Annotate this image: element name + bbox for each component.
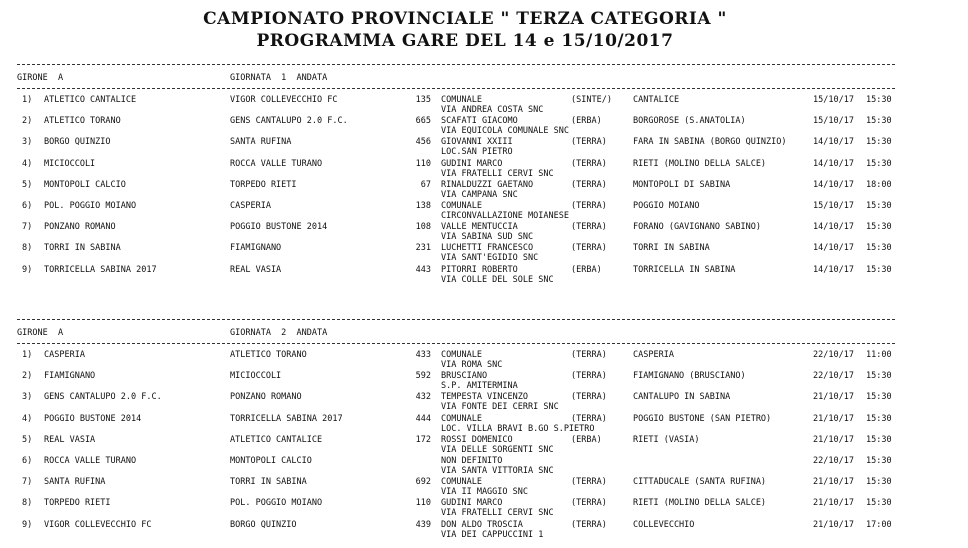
field-surface: (TERRA) [571, 350, 607, 360]
match-number: 9) [22, 519, 33, 530]
field-code: 692 [415, 477, 431, 488]
location: CASPERIA [633, 350, 674, 360]
home-team: TORPEDO RIETI [44, 498, 111, 509]
match-number: 9) [22, 264, 33, 275]
match-date: 22/10/17 [813, 371, 854, 382]
field-address: VIA COLLE DEL SOLE SNC [441, 274, 554, 285]
field-name: GUDINI MARCO [441, 498, 503, 509]
match-date: 14/10/17 [813, 158, 854, 169]
field-name: VALLE MENTUCCIA [441, 222, 518, 233]
match-time: 15:30 [866, 201, 892, 211]
field-name: LUCHETTI FRANCESCO [441, 243, 534, 254]
match-date: 14/10/17 [813, 243, 854, 254]
match-number: 4) [22, 158, 33, 169]
field-code: 592 [415, 371, 431, 382]
field-code: 110 [415, 158, 431, 169]
location: RIETI (VASIA) [633, 434, 700, 445]
match-time: 15:30 [866, 477, 892, 488]
match-date: 14/10/17 [813, 179, 854, 190]
field-surface: (ERBA) [571, 434, 602, 445]
away-team: BORGO QUINZIO [230, 519, 297, 530]
match-number: 2) [22, 371, 33, 382]
field-code: 67 [420, 179, 431, 190]
field-address: VIA EQUICOLA COMUNALE SNC [441, 126, 569, 137]
home-team: GENS CANTALUPO 2.0 F.C. [44, 392, 162, 403]
section-rule-top [17, 319, 895, 320]
away-team: POGGIO BUSTONE 2014 [230, 222, 328, 233]
field-code: 432 [415, 392, 431, 403]
home-team: ATLETICO CANTALICE [44, 95, 137, 105]
match-number: 5) [22, 179, 33, 190]
match-time: 15:30 [866, 413, 892, 424]
home-team: POGGIO BUSTONE 2014 [44, 413, 142, 424]
home-team: PONZANO ROMANO [44, 222, 116, 233]
match-time: 18:00 [866, 179, 892, 190]
field-surface: (ERBA) [571, 116, 602, 127]
field-name: NON DEFINITO [441, 456, 503, 466]
home-team: ROCCA VALLE TURANO [44, 456, 137, 466]
field-name: ROSSI DOMENICO [441, 434, 513, 445]
field-address: VIA SANT'EGIDIO SNC [441, 253, 539, 264]
home-team: CASPERIA [44, 350, 85, 360]
field-code: 110 [415, 498, 431, 509]
field-surface: (TERRA) [571, 392, 607, 403]
field-code: 433 [415, 350, 431, 360]
field-surface: (TERRA) [571, 477, 607, 488]
away-team: TORPEDO RIETI [230, 179, 297, 190]
location: TORRI IN SABINA [633, 243, 710, 254]
match-number: 5) [22, 434, 33, 445]
field-address: LOC.SAN PIETRO [441, 147, 513, 158]
location: POGGIO BUSTONE (SAN PIETRO) [633, 413, 772, 424]
field-name: COMUNALE [441, 477, 482, 488]
match-date: 21/10/17 [813, 477, 854, 488]
home-team: FIAMIGNANO [44, 371, 96, 382]
home-team: POL. POGGIO MOIANO [44, 201, 137, 211]
away-team: MONTOPOLI CALCIO [230, 456, 312, 466]
field-name: TEMPESTA VINCENZO [441, 392, 528, 403]
field-address: LOC. VILLA BRAVI B.GO S.PIETRO [441, 423, 595, 434]
field-surface: (ERBA) [571, 264, 602, 275]
field-code: 108 [415, 222, 431, 233]
section-rule-bottom [17, 88, 895, 89]
match-time: 15:30 [866, 243, 892, 254]
field-address: VIA FRATELLI CERVI SNC [441, 168, 554, 179]
match-number: 6) [22, 456, 33, 466]
field-name: RINALDUZZI GAETANO [441, 179, 534, 190]
match-time: 15:30 [866, 264, 892, 275]
home-team: MICIOCCOLI [44, 158, 96, 169]
section-rule-top [17, 64, 895, 65]
match-time: 17:00 [866, 519, 892, 530]
field-surface: (TERRA) [571, 519, 607, 530]
match-time: 15:30 [866, 95, 892, 105]
match-time: 15:30 [866, 498, 892, 509]
match-number: 8) [22, 498, 33, 509]
location: RIETI (MOLINO DELLA SALCE) [633, 498, 767, 509]
match-number: 3) [22, 137, 33, 148]
home-team: ATLETICO TORANO [44, 116, 121, 127]
field-surface: (TERRA) [571, 371, 607, 382]
field-name: COMUNALE [441, 201, 482, 211]
field-name: SCAFATI GIACOMO [441, 116, 518, 127]
match-time: 15:30 [866, 392, 892, 403]
field-code: 135 [415, 95, 431, 105]
home-team: SANTA RUFINA [44, 477, 106, 488]
away-team: MICIOCCOLI [230, 371, 282, 382]
match-number: 1) [22, 95, 33, 105]
field-name: COMUNALE [441, 350, 482, 360]
match-date: 21/10/17 [813, 498, 854, 509]
match-number: 8) [22, 243, 33, 254]
match-date: 14/10/17 [813, 222, 854, 233]
match-number: 7) [22, 477, 33, 488]
field-surface: (TERRA) [571, 179, 607, 190]
document-title: CAMPIONATO PROVINCIALE " TERZA CATEGORIA " [203, 9, 727, 29]
field-address: VIA ANDREA COSTA SNC [441, 105, 544, 115]
away-team: SANTA RUFINA [230, 137, 292, 148]
field-address: VIA ROMA SNC [441, 360, 503, 370]
match-number: 3) [22, 392, 33, 403]
field-name: PITORRI ROBERTO [441, 264, 518, 275]
match-number: 2) [22, 116, 33, 127]
match-date: 21/10/17 [813, 519, 854, 530]
section-rule-bottom [17, 343, 895, 344]
home-team: BORGO QUINZIO [44, 137, 111, 148]
field-code: 231 [415, 243, 431, 254]
location: FARA IN SABINA (BORGO QUINZIO) [633, 137, 787, 148]
field-address: VIA DEI CAPPUCCINI 1 [441, 529, 544, 540]
away-team: POL. POGGIO MOIANO [230, 498, 323, 509]
field-code: 444 [415, 413, 431, 424]
giornata-label: GIORNATA 2 ANDATA [230, 328, 328, 338]
away-team: ROCCA VALLE TURANO [230, 158, 323, 169]
location: POGGIO MOIANO [633, 201, 700, 211]
home-team: TORRI IN SABINA [44, 243, 121, 254]
field-surface: (TERRA) [571, 498, 607, 509]
document-subtitle: PROGRAMMA GARE DEL 14 e 15/10/2017 [256, 31, 674, 51]
field-surface: (TERRA) [571, 137, 607, 148]
location: COLLEVECCHIO [633, 519, 695, 530]
away-team: REAL VASIA [230, 264, 282, 275]
field-address: VIA II MAGGIO SNC [441, 487, 528, 498]
field-name: GIOVANNI XXIII [441, 137, 513, 148]
away-team: TORRI IN SABINA [230, 477, 307, 488]
match-date: 15/10/17 [813, 95, 854, 105]
match-number: 4) [22, 413, 33, 424]
field-address: VIA FRATELLI CERVI SNC [441, 508, 554, 519]
match-date: 22/10/17 [813, 350, 854, 360]
field-code: 443 [415, 264, 431, 275]
home-team: REAL VASIA [44, 434, 96, 445]
field-surface: (TERRA) [571, 243, 607, 254]
location: FORANO (GAVIGNANO SABINO) [633, 222, 761, 233]
location: FIAMIGNANO (BRUSCIANO) [633, 371, 746, 382]
match-date: 21/10/17 [813, 434, 854, 445]
field-surface: (TERRA) [571, 158, 607, 169]
match-time: 15:30 [866, 158, 892, 169]
field-surface: (TERRA) [571, 222, 607, 233]
field-code: 456 [415, 137, 431, 148]
match-time: 15:30 [866, 456, 892, 466]
match-time: 15:30 [866, 137, 892, 148]
away-team: PONZANO ROMANO [230, 392, 302, 403]
match-date: 21/10/17 [813, 413, 854, 424]
match-time: 11:00 [866, 350, 892, 360]
match-date: 15/10/17 [813, 116, 854, 127]
home-team: MONTOPOLI CALCIO [44, 179, 126, 190]
field-address: VIA FONTE DEI CERRI SNC [441, 402, 559, 413]
match-date: 14/10/17 [813, 137, 854, 148]
field-address: S.P. AMITERMINA [441, 381, 518, 392]
girone-label: GIRONE A [17, 328, 64, 338]
field-name: COMUNALE [441, 95, 482, 105]
field-name: COMUNALE [441, 413, 482, 424]
location: CANTALICE [633, 95, 680, 105]
field-address: VIA DELLE SORGENTI SNC [441, 444, 554, 455]
match-time: 15:30 [866, 434, 892, 445]
location: CANTALUPO IN SABINA [633, 392, 731, 403]
match-date: 14/10/17 [813, 264, 854, 275]
location: RIETI (MOLINO DELLA SALCE) [633, 158, 767, 169]
field-address: VIA SABINA SUD SNC [441, 232, 534, 243]
field-code: 439 [415, 519, 431, 530]
field-address: VIA SANTA VITTORIA SNC [441, 466, 554, 476]
field-name: GUDINI MARCO [441, 158, 503, 169]
field-surface: (SINTE/) [571, 95, 612, 105]
match-number: 1) [22, 350, 33, 360]
field-name: BRUSCIANO [441, 371, 488, 382]
location: CITTADUCALE (SANTA RUFINA) [633, 477, 767, 488]
away-team: ATLETICO CANTALICE [230, 434, 323, 445]
giornata-label: GIORNATA 1 ANDATA [230, 73, 328, 83]
match-number: 6) [22, 201, 33, 211]
away-team: TORRICELLA SABINA 2017 [230, 413, 343, 424]
match-date: 15/10/17 [813, 201, 854, 211]
match-date: 21/10/17 [813, 392, 854, 403]
away-team: ATLETICO TORANO [230, 350, 307, 360]
girone-label: GIRONE A [17, 73, 64, 83]
field-code: 172 [415, 434, 431, 445]
location: TORRICELLA IN SABINA [633, 264, 736, 275]
away-team: GENS CANTALUPO 2.0 F.C. [230, 116, 348, 127]
away-team: FIAMIGNANO [230, 243, 282, 254]
field-code: 138 [415, 201, 431, 211]
match-time: 15:30 [866, 222, 892, 233]
location: BORGOROSE (S.ANATOLIA) [633, 116, 746, 127]
field-code: 665 [415, 116, 431, 127]
match-time: 15:30 [866, 116, 892, 127]
match-number: 7) [22, 222, 33, 233]
match-date: 22/10/17 [813, 456, 854, 466]
home-team: VIGOR COLLEVECCHIO FC [44, 519, 152, 530]
field-address: CIRCONVALLAZIONE MOIANESE [441, 211, 569, 221]
away-team: CASPERIA [230, 201, 271, 211]
field-name: DON ALDO TROSCIA [441, 519, 523, 530]
home-team: TORRICELLA SABINA 2017 [44, 264, 157, 275]
field-surface: (TERRA) [571, 413, 607, 424]
field-surface: (TERRA) [571, 201, 607, 211]
location: MONTOPOLI DI SABINA [633, 179, 731, 190]
away-team: VIGOR COLLEVECCHIO FC [230, 95, 338, 105]
match-time: 15:30 [866, 371, 892, 382]
field-address: VIA CAMPANA SNC [441, 189, 518, 200]
